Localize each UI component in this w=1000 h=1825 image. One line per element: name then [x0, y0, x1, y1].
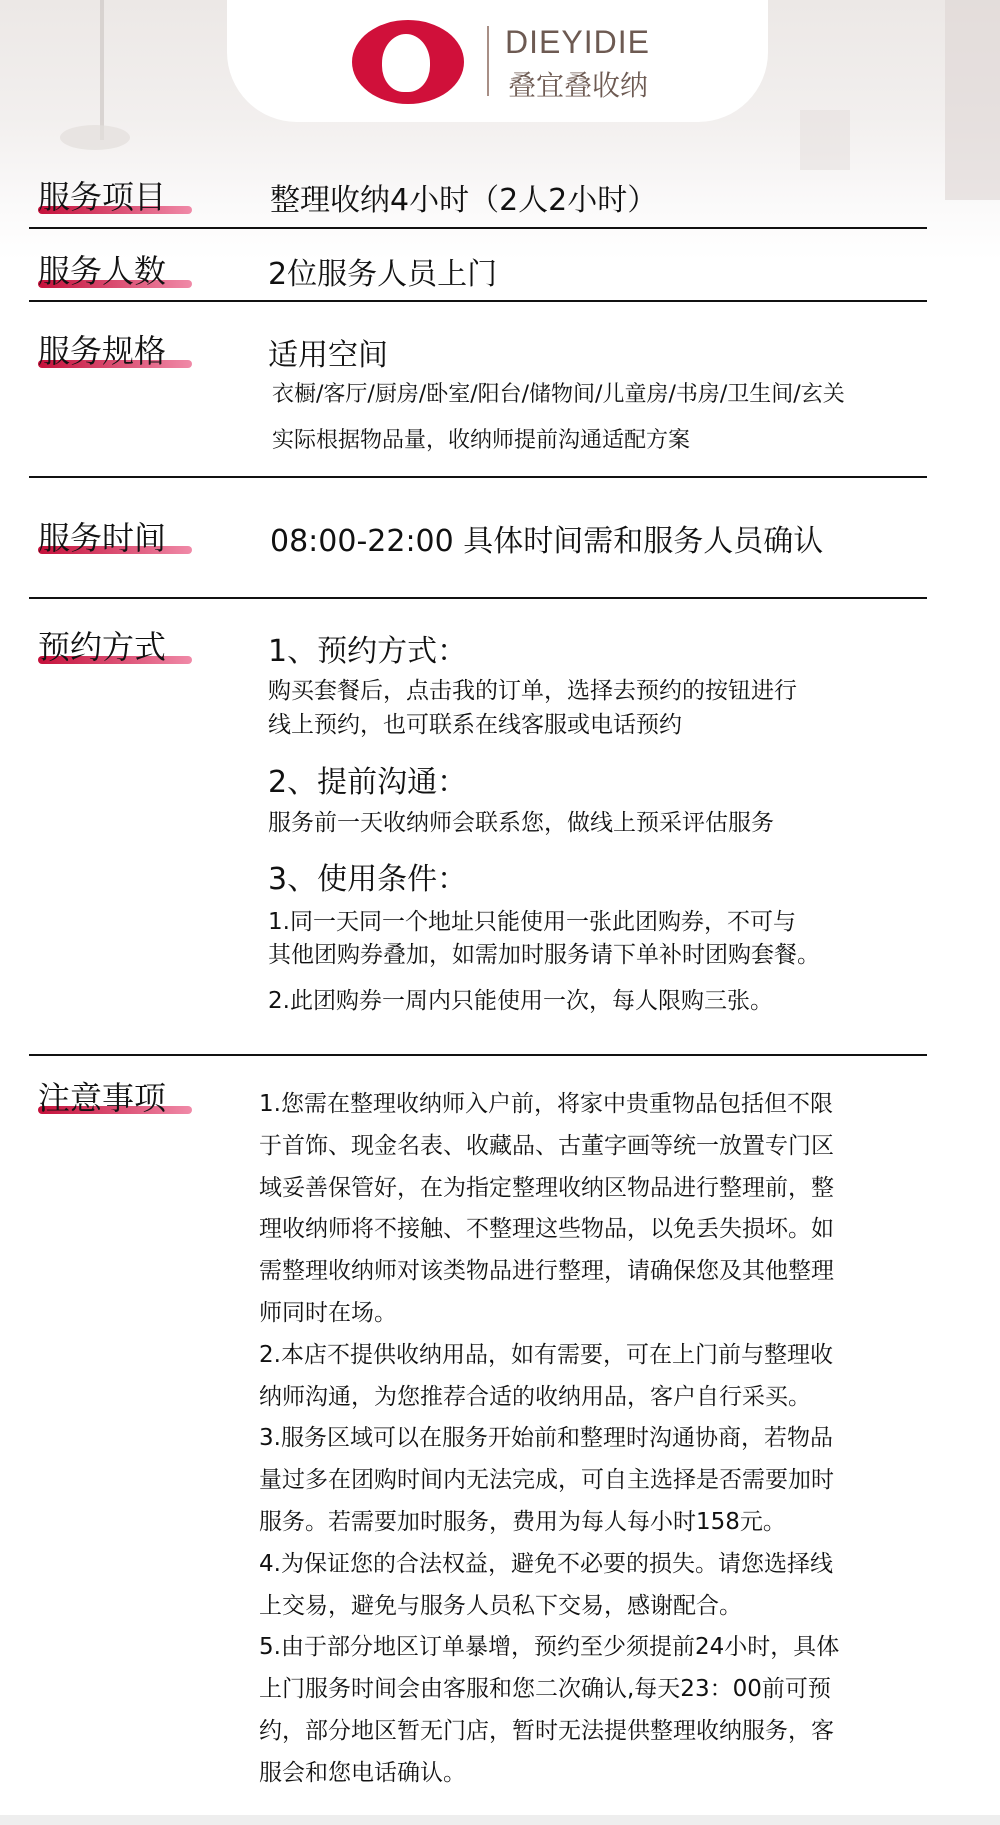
booking-step-title: 1、预约方式： — [268, 634, 468, 669]
note-line: 3.服务区域可以在服务开始前和整理时沟通协商，若物品 — [259, 1425, 833, 1452]
divider — [29, 1054, 927, 1056]
note-line: 量过多在团购时间内无法完成，可自主选择是否需要加时 — [259, 1467, 834, 1494]
brand-name-en: DIEYIDIE — [505, 24, 650, 60]
plant-decoration — [100, 0, 104, 140]
value-spec-title: 适用空间 — [268, 338, 388, 373]
booking-text: 2.此团购券一周内只能使用一次，每人限购三张。 — [268, 988, 773, 1014]
note-line: 域妥善保管好，在为指定整理收纳区物品进行整理前，整 — [259, 1174, 834, 1201]
vase-decoration — [60, 125, 130, 150]
divider — [29, 300, 927, 302]
note-line: 需整理收纳师对该类物品进行整理，请确保您及其他整理 — [259, 1258, 834, 1285]
booking-text: 购买套餐后，点击我的订单，选择去预约的按钮进行 — [268, 678, 797, 704]
footer-band — [0, 1815, 1000, 1825]
divider — [29, 597, 927, 599]
note-line: 纳师沟通，为您推荐合适的收纳用品，客户自行采买。 — [259, 1383, 811, 1410]
divider — [29, 476, 927, 478]
value-service-time: 08:00-22:00 具体时间需和服务人员确认 — [270, 524, 824, 559]
value-staff-count: 2位服务人员上门 — [268, 257, 498, 292]
note-line: 5.由于部分地区订单暴增，预约至少须提前24小时，具体 — [259, 1634, 840, 1661]
note-line: 服务。若需要加时服务，费用为每人每小时158元。 — [259, 1508, 786, 1535]
label-staff-count: 服务人数 — [38, 252, 167, 290]
notes-text — [259, 1084, 929, 1795]
booking-text: 线上预约，也可联系在线客服或电话预约 — [268, 712, 682, 738]
label-booking: 预约方式 — [38, 628, 167, 666]
note-line: 约，部分地区暂无门店，暂时无法提供整理收纳服务，客 — [259, 1717, 834, 1744]
brand-name-cn: 叠宜叠收纳 — [508, 69, 649, 102]
note-line: 理收纳师将不接触、不整理这些物品，以免丢失损坏。如 — [259, 1216, 834, 1243]
note-line: 服会和您电话确认。 — [259, 1759, 466, 1786]
booking-text: 1.同一天同一个地址只能使用一张此团购券，不可与 — [268, 909, 796, 935]
brand-logo-icon — [352, 20, 464, 104]
label-service-time: 服务时间 — [38, 519, 167, 557]
note-line: 师同时在场。 — [259, 1299, 397, 1326]
note-line: 上交易，避免与服务人员私下交易，感谢配合。 — [259, 1592, 742, 1619]
cabinet-decoration — [945, 0, 1000, 200]
label-notes: 注意事项 — [38, 1079, 167, 1117]
label-spec: 服务规格 — [38, 332, 167, 370]
note-line: 2.本店不提供收纳用品，如有需要，可在上门前与整理收 — [259, 1341, 833, 1368]
value-service-item: 整理收纳4小时（2人2小时） — [270, 183, 658, 218]
note-line: 上门服务时间会由客服和您二次确认,每天23：00前可预 — [259, 1676, 831, 1703]
booking-step-title: 3、使用条件： — [268, 862, 468, 897]
booking-text: 其他团购券叠加，如需加时服务请下单补时团购套餐。 — [268, 942, 820, 968]
logo-divider — [487, 26, 489, 96]
spec-note: 实际根据物品量，收纳师提前沟通适配方案 — [272, 428, 691, 453]
booking-text: 服务前一天收纳师会联系您，做线上预采评估服务 — [268, 810, 774, 836]
spec-spaces: 衣橱/客厅/厨房/卧室/阳台/储物间/儿童房/书房/卫生间/玄关 — [272, 382, 845, 407]
note-line: 1.您需在整理收纳师入户前，将家中贵重物品包括但不限 — [259, 1091, 833, 1117]
divider — [29, 227, 927, 229]
books-decoration — [800, 110, 850, 170]
note-line: 4.为保证您的合法权益，避免不必要的损失。请您选择线 — [259, 1550, 833, 1577]
booking-step-title: 2、提前沟通： — [268, 765, 468, 800]
note-line: 于首饰、现金名表、收藏品、古董字画等统一放置专门区 — [259, 1132, 834, 1159]
logo-card — [227, 0, 768, 122]
label-service-item: 服务项目 — [38, 178, 167, 216]
